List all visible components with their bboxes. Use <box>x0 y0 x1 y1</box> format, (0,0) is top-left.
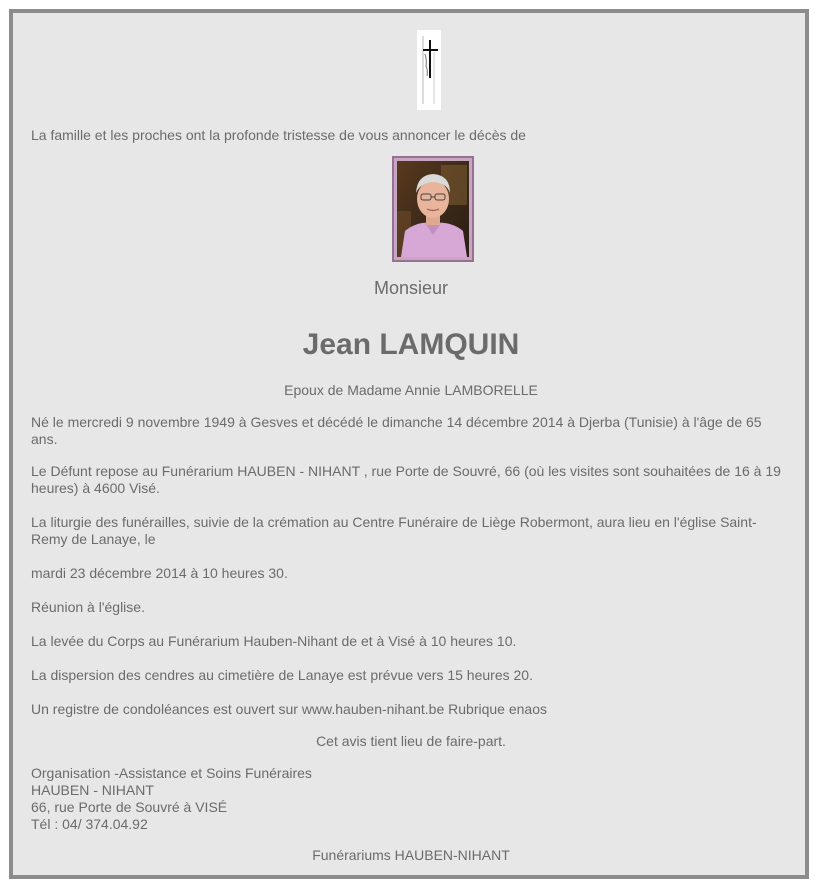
deceased-name: Jean LAMQUIN <box>302 328 520 361</box>
ceremony-date: mardi 23 décembre 2014 à 10 heures 30. <box>31 565 288 581</box>
obituary-content <box>31 13 791 875</box>
organisation-line-3: 66, rue Porte de Souvré à VISÉ <box>31 799 228 815</box>
spouse-text: Epoux de Madame Annie LAMBORELLE <box>284 382 538 398</box>
register-text: Un registre de condoléances est ouvert sur www.hauben-nihant.be Rubrique enaos <box>31 701 547 717</box>
intro-text: La famille et les proches ont la profonde tristesse de vous annoncer le décès de <box>31 127 526 143</box>
civility-title: Monsieur <box>373 278 449 298</box>
liturgy-text: La liturgie des funérailles, suivie de la crémation au Centre Funéraire de Liège Robermont, aura lieu en l'église Saint-Remy de Lanaye, le <box>31 514 757 547</box>
organisation-line-2: HAUBEN - NIHANT <box>31 782 154 798</box>
repose-text: Le Défunt repose au Funérarium HAUBEN - NIHANT , rue Porte de Souvré, 66 (où les visites sont souhaitées de 16 à 19 heures) à 4600 Visé. <box>31 463 781 496</box>
footer-text: Funérariums HAUBEN-NIHANT <box>312 847 510 863</box>
levee-text: La levée du Corps au Funérarium Hauben-Nihant de et à Visé à 10 heures 10. <box>31 633 517 649</box>
cross-icon <box>417 30 441 110</box>
organisation-line-1: Organisation -Assistance et Soins Funéraires <box>31 765 312 781</box>
obituary-card <box>9 9 809 879</box>
dispersion-text: La dispersion des cendres au cimetière de Lanaye est prévue vers 15 heures 20. <box>31 667 533 683</box>
notice-text: Cet avis tient lieu de faire-part. <box>316 733 506 749</box>
portrait-photo <box>392 156 474 262</box>
meeting-text: Réunion à l'église. <box>31 599 145 615</box>
birth-death-text: Né le mercredi 9 novembre 1949 à Gesves et décédé le dimanche 14 décembre 2014 à Djerba (Tunisie) à l'âge de 65 ans. <box>31 414 762 447</box>
organisation-phone: Tél : 04/ 374.04.92 <box>31 816 148 832</box>
